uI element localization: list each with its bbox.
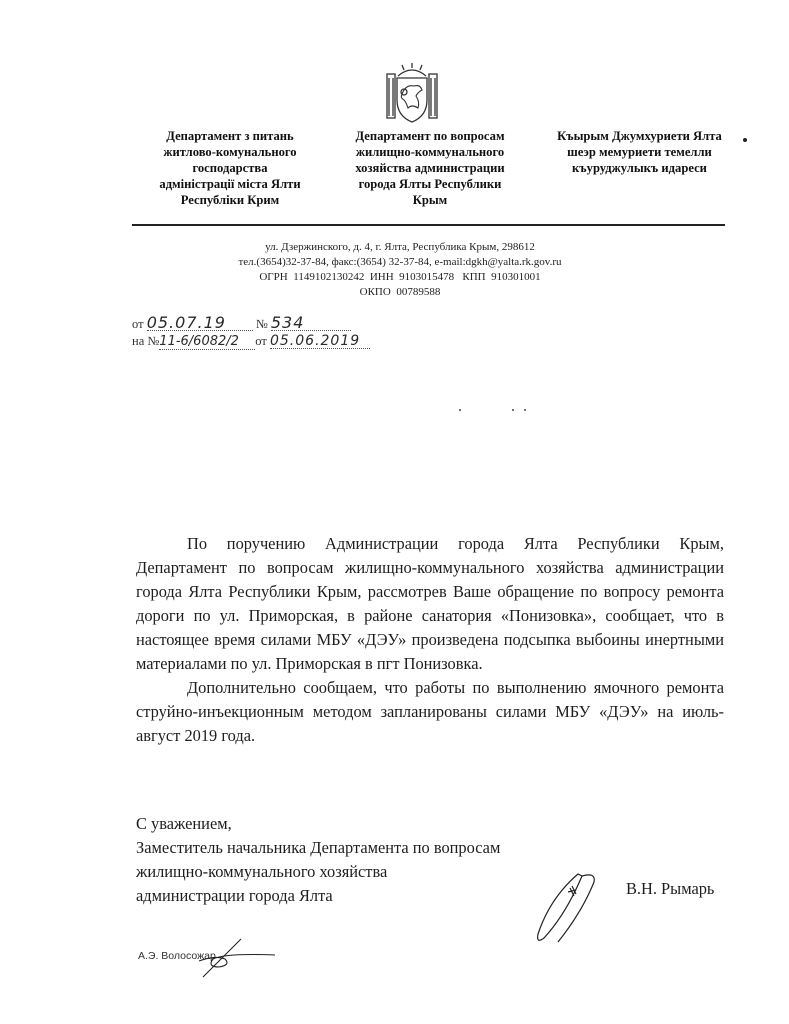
header-line: Къырым Джумхуриети Ялта	[557, 129, 722, 143]
position-line: администрации города Ялта	[136, 886, 333, 905]
reply-label: на №	[132, 334, 160, 348]
number-label: №	[255, 317, 268, 331]
header-line: Департамент з питань	[166, 129, 294, 143]
crimea-coat-of-arms-icon	[384, 62, 440, 124]
scan-speck	[524, 409, 526, 411]
contact-block	[180, 240, 620, 300]
signature-block	[136, 812, 500, 908]
department-name-ukrainian	[140, 128, 320, 208]
header-line: господарства	[192, 161, 268, 175]
scan-mark	[743, 138, 747, 142]
closing: С уважением,	[136, 814, 232, 833]
scan-speck	[512, 409, 514, 411]
executor-name: А.Э. Волосожар	[138, 950, 216, 962]
address: ул. Дзержинского, д. 4, г. Ялта, Республика Крым, 298612	[265, 241, 535, 253]
body-paragraph: Дополнительно сообщаем, что работы по выполнению ямочного ремонта струйно-инъекционным методом запланированы силами МБУ «ДЭУ» на июль-август 2019 года.	[136, 678, 724, 745]
outgoing-number: 534	[271, 316, 351, 331]
phones: тел.(3654)32-37-84, факс:(3654) 32-37-84, e-mail:dgkh@yalta.rk.gov.ru	[238, 256, 562, 268]
registry-codes: ОГРН 1149102130242 ИНН 9103015478 КПП 910301001	[259, 271, 541, 283]
header-line: Департамент по вопросам	[355, 129, 505, 143]
position-line: жилищно-коммунального хозяйства	[136, 862, 388, 881]
header-divider	[132, 224, 725, 226]
header-line: Крым	[412, 193, 448, 207]
header-line: къуруджулыкъ идареси	[572, 161, 707, 175]
executor-signature	[195, 935, 285, 980]
outgoing-date: 05.07.19	[147, 316, 253, 331]
from-label: от	[132, 317, 144, 331]
signer-name: В.Н. Рымарь	[626, 879, 715, 898]
header-line: жилищно-коммунального	[355, 145, 505, 159]
incoming-reference	[132, 334, 370, 350]
header-line: Республіки Крим	[180, 193, 280, 207]
department-name-crimean-tatar	[532, 128, 747, 176]
header-line: хозяйства администрации	[355, 161, 505, 175]
department-name-russian	[335, 128, 525, 208]
handwritten-signature	[530, 868, 610, 948]
position-line: Заместитель начальника Департамента по вопросам	[136, 838, 501, 857]
header-line: житлово-комунального	[163, 145, 297, 159]
body-paragraph: По поручению Администрации города Ялта Республики Крым, Департамент по вопросам жилищно-коммунального хозяйства администрации города Ялта Республики Крым, рассмотрев Ваше обращение по вопросу ремонта дороги по ул. Приморская, в районе санатория «Понизовка», сообщает, что в настоящее время силами МБУ «ДЭУ» произведена подсыпка выбоины инертными материалами по ул. Приморская в пгт Понизовка.	[136, 534, 724, 673]
header-line: шеэр мемуриети темелли	[567, 145, 712, 159]
letter-body	[136, 532, 724, 748]
okpo-code: ОКПО 00789588	[359, 286, 441, 298]
incoming-date: 05.06.2019	[270, 334, 370, 349]
scan-speck	[459, 409, 461, 411]
reply-from-label: от	[255, 334, 267, 348]
header-line: адміністрації міста Ялти	[159, 177, 301, 191]
outgoing-reference	[132, 313, 351, 332]
header-line: города Ялты Республики	[358, 177, 502, 191]
incoming-number: 11-6/6082/2	[159, 335, 255, 350]
